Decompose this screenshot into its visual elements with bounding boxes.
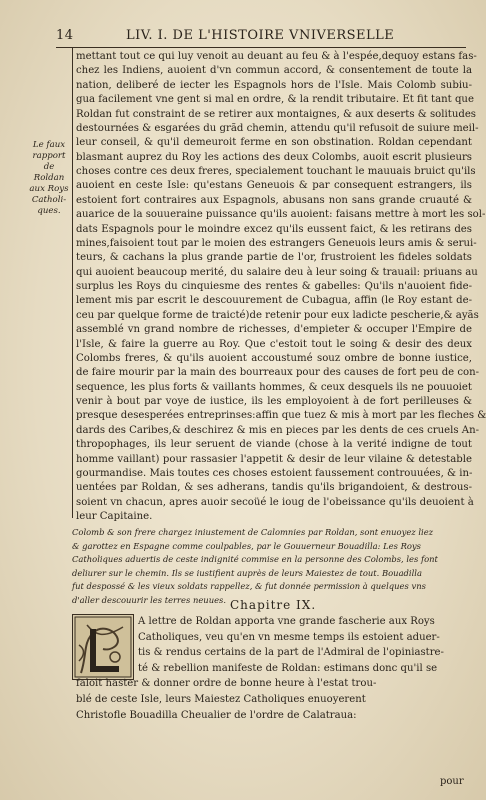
chapter-line: té & rebellion manifeste de Roldan: estimans donc qu'il se bbox=[138, 662, 438, 674]
chapter-line: faloit haster & donner ordre de bonne heure à l'estat trou- bbox=[76, 678, 377, 690]
chapter-summary bbox=[72, 526, 472, 607]
main-text bbox=[76, 50, 486, 524]
text-line: qui auoient beaucoup merité, du salaire deu à leur soing & trauail: priuans au bbox=[76, 266, 478, 278]
text-line: soient vn chacun, apres auoir secoüé le ioug de l'obeissance qu'ils deuoient à bbox=[76, 496, 474, 508]
page-number: 14 bbox=[56, 28, 74, 43]
text-line: ceu par quelque forme de traicté)de retenir pour eux ladicte pescherie,& ayãs bbox=[76, 309, 479, 321]
text-line: Colombs freres, & qu'ils auoient accoustumé souz ombre de bonne iustice, bbox=[76, 352, 472, 364]
text-line: assemblé vn grand nombre de richesses, d'empieter & occuper l'Empire de bbox=[76, 324, 472, 336]
text-line: chez les Indiens, auoient d'vn commun accord, & consentement de toute la bbox=[76, 65, 472, 77]
text-line: auoient en ceste Isle: qu'estans Geneuois & par consequent estrangers, ils bbox=[76, 180, 472, 192]
text-line: leur conseil, & qu'il demeuroit ferme en son obstination. Roldan cependant bbox=[76, 137, 472, 149]
chapter-line: tis & rendus certains de la part de l'Admiral de l'opiniastre- bbox=[138, 647, 444, 659]
text-line: venir à bout par voye de iustice, ils les employoient à de fort perilleuses & bbox=[76, 396, 472, 407]
text-line: surplus les Roys du cinquiesme des rentes & gabelles: Qu'ils n'auoient fide- bbox=[76, 281, 472, 292]
text-line: Roldan fut constraint de se retirer aux montaignes, & aux deserts & solitudes bbox=[76, 108, 477, 120]
catchword: pour bbox=[440, 776, 464, 787]
text-line: presque desesperées entreprinses:affin que tuez & mis à mort par les fleches & bbox=[76, 410, 486, 422]
chapter-text bbox=[76, 614, 468, 723]
text-line: choses contre ces deux freres, specialement touchant le mauuais bruict qu'ils bbox=[76, 166, 476, 177]
text-line: sequence, les plus forts & vaillants hommes, & ceux desquels ils ne pouuoiet bbox=[76, 381, 472, 393]
text-line: dards des Caribes,& deschirez & mis en pieces par les dents de ces cruels An- bbox=[76, 424, 480, 436]
text-line: de faire mourir par la main des bourreaux pour des causes de fort peu de con- bbox=[76, 367, 480, 379]
margin-note-line: Le faux bbox=[32, 140, 66, 150]
text-line: dats Espagnols pour le moindre excez qu'ils eussent faict, & les retirans des bbox=[76, 223, 472, 235]
summary-line: fut despossé & les vieux soldats rappellez, & fut donnée permission à quelques vns bbox=[72, 581, 426, 591]
text-line: blasmant auprez du Roy les actions des deux Colombs, auoit escrit plusieurs bbox=[76, 151, 472, 163]
text-line: destournées & esgarées du grãd chemin, attendu qu'il refusoit de suiure meil- bbox=[76, 122, 479, 134]
summary-line: Catholiques aduertis de ceste indignité commise en la personne des Colombs, les font bbox=[72, 554, 438, 564]
text-line: nation, deliberé de iecter les Espagnols hors de l'Isle. Mais Colomb subiu- bbox=[76, 79, 472, 91]
text-line: estoient fort contraires aux Espagnols, abusans non sans grande cruauté & bbox=[76, 194, 472, 206]
summary-line: Colomb & son frere chargez iniustement de Calomnies par Roldan, sont enuoyez liez bbox=[72, 527, 434, 537]
text-line: mines,faisoient tout par le moien des estrangers Geneuois leurs amis & serui- bbox=[76, 237, 477, 249]
text-line: l'Isle, & faire la guerre au Roy. Que c'estoit tout le soing & desir des deux bbox=[76, 338, 472, 350]
margin-note-line: rapport de bbox=[32, 151, 66, 172]
text-line: gua facilement vne gent si mal en ordre, & la rendit tributaire. Et fit tant que bbox=[76, 94, 474, 106]
margin-note-line: Catholi- bbox=[31, 195, 67, 205]
margin-note-line: Roldan bbox=[33, 173, 65, 183]
margin-note-line: aux Roys bbox=[29, 184, 69, 194]
summary-line: deliurer sur le chemin. Ils se iustifient auprès de leurs Maiestez de tout. Bouadilla bbox=[72, 567, 422, 578]
running-title: LIV. I. DE L'HISTOIRE VNIVERSELLE bbox=[126, 28, 395, 43]
text-line: auarice de la souueraine puissance qu'ils auoient: faisans mettre à mort les sol- bbox=[76, 209, 486, 221]
summary-line: d'aller descouurir les terres neuues. bbox=[72, 594, 227, 605]
text-line: lement mis par escrit le descouurement de Cubagua, affin (le Roy estant de- bbox=[76, 295, 472, 307]
text-line: leur Capitaine. bbox=[76, 511, 153, 522]
page-header bbox=[56, 28, 468, 48]
margin-note-line: ques. bbox=[37, 206, 61, 216]
text-line: homme vaillant) pour rassasier l'appetit & desir de leur vilaine & detestable bbox=[76, 453, 472, 465]
text-line: teurs, & cachans la plus grande partie de l'or, frustroient les fideles soldats bbox=[76, 252, 472, 264]
chapter-line: A lettre de Roldan apporta vne grande fascherie aux Roys bbox=[138, 616, 435, 627]
summary-line: & garottez en Espagne comme coulpables, par le Gouuerneur Bouadilla: Les Roys bbox=[72, 540, 421, 551]
text-line: uentées par Roldan, & ses adherans, tandis qu'ils brigandoient, & destrous- bbox=[76, 482, 472, 494]
text-line: gourmandise. Mais toutes ces choses estoient faussement controuuées, & in- bbox=[76, 467, 473, 479]
chapter-line: Catholiques, veu qu'en vn mesme temps ils estoient aduer- bbox=[138, 631, 440, 643]
header-rule bbox=[56, 47, 466, 48]
chapter-heading: Chapitre IX. bbox=[230, 598, 317, 612]
text-line: thropophages, ils leur seruent de viande (chose à la verité indigne de tout bbox=[76, 439, 472, 451]
chapter-line: blé de ceste Isle, leurs Maiestez Catholiques enuoyerent bbox=[76, 693, 366, 705]
text-line: mettant tout ce qui luy venoit au deuant au feu & à l'espée,dequoy estans fas- bbox=[76, 51, 477, 62]
margin-rule bbox=[72, 48, 73, 518]
margin-note bbox=[28, 140, 70, 217]
chapter-line: Christofle Bouadilla Cheualier de l'ordre de Calatraua: bbox=[76, 709, 357, 721]
